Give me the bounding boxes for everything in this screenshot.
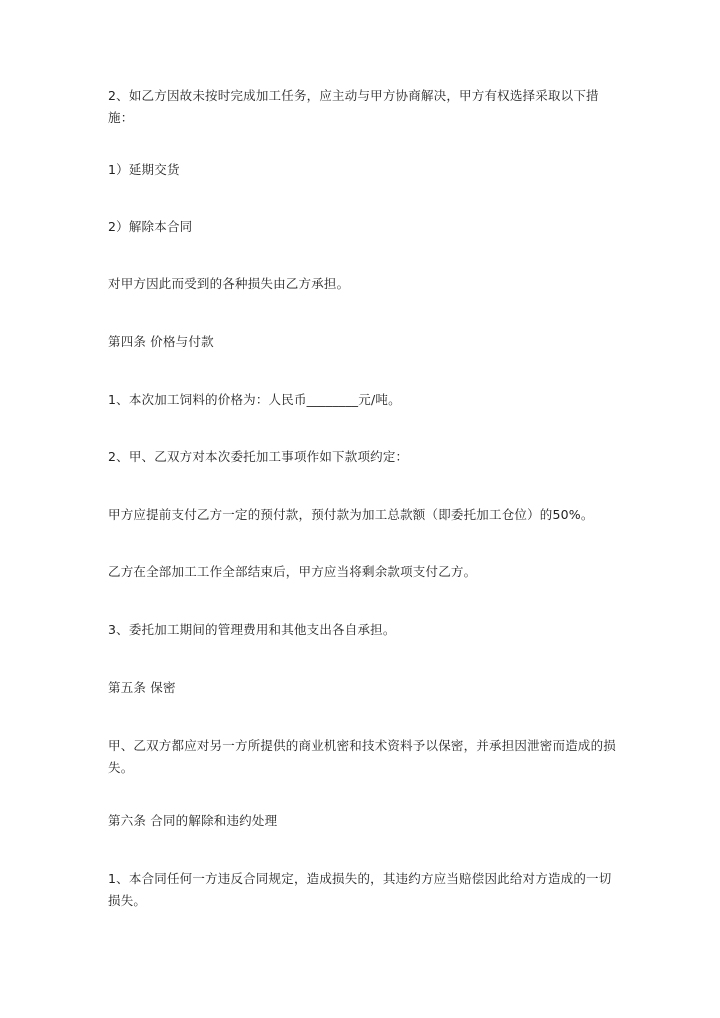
article-six-heading: 第六条 合同的解除和违约处理	[108, 813, 278, 828]
list-item-extend-delivery: 1）延期交货	[108, 162, 180, 177]
paragraph-loss-liability: 对甲方因此而受到的各种损失由乙方承担。	[108, 276, 350, 291]
paragraph-management-fees: 3、委托加工期间的管理费用和其他支出各自承担。	[108, 622, 396, 637]
article-five-heading: 第五条 保密	[108, 680, 176, 695]
paragraph-advance-payment: 甲方应提前支付乙方一定的预付款，预付款为加工总款额（即委托加工仓位）的50%。	[108, 507, 594, 522]
list-item-terminate-contract: 2）解除本合同	[108, 219, 193, 234]
paragraph-confidentiality: 甲、乙双方都应对另一方所提供的商业机密和技术资料予以保密，并承担因泄密而造成的损失。	[108, 738, 617, 775]
paragraph-breach-liability: 1、本合同任何一方违反合同规定，造成损失的，其违约方应当赔偿因此给对方造成的一切损失。	[108, 871, 612, 908]
paragraph-price: 1、本次加工饲料的价格为：人民币________元/吨。	[108, 392, 401, 407]
paragraph-delay-handling: 2、如乙方因故未按时完成加工任务，应主动与甲方协商解决，甲方有权选择采取以下措施：	[108, 88, 599, 125]
paragraph-payment-terms: 2、甲、乙双方对本次委托加工事项作如下款项约定：	[108, 449, 409, 464]
article-four-heading: 第四条 价格与付款	[108, 334, 214, 349]
paragraph-remaining-payment: 乙方在全部加工工作全部结束后，甲方应当将剩余款项支付乙方。	[108, 564, 477, 579]
